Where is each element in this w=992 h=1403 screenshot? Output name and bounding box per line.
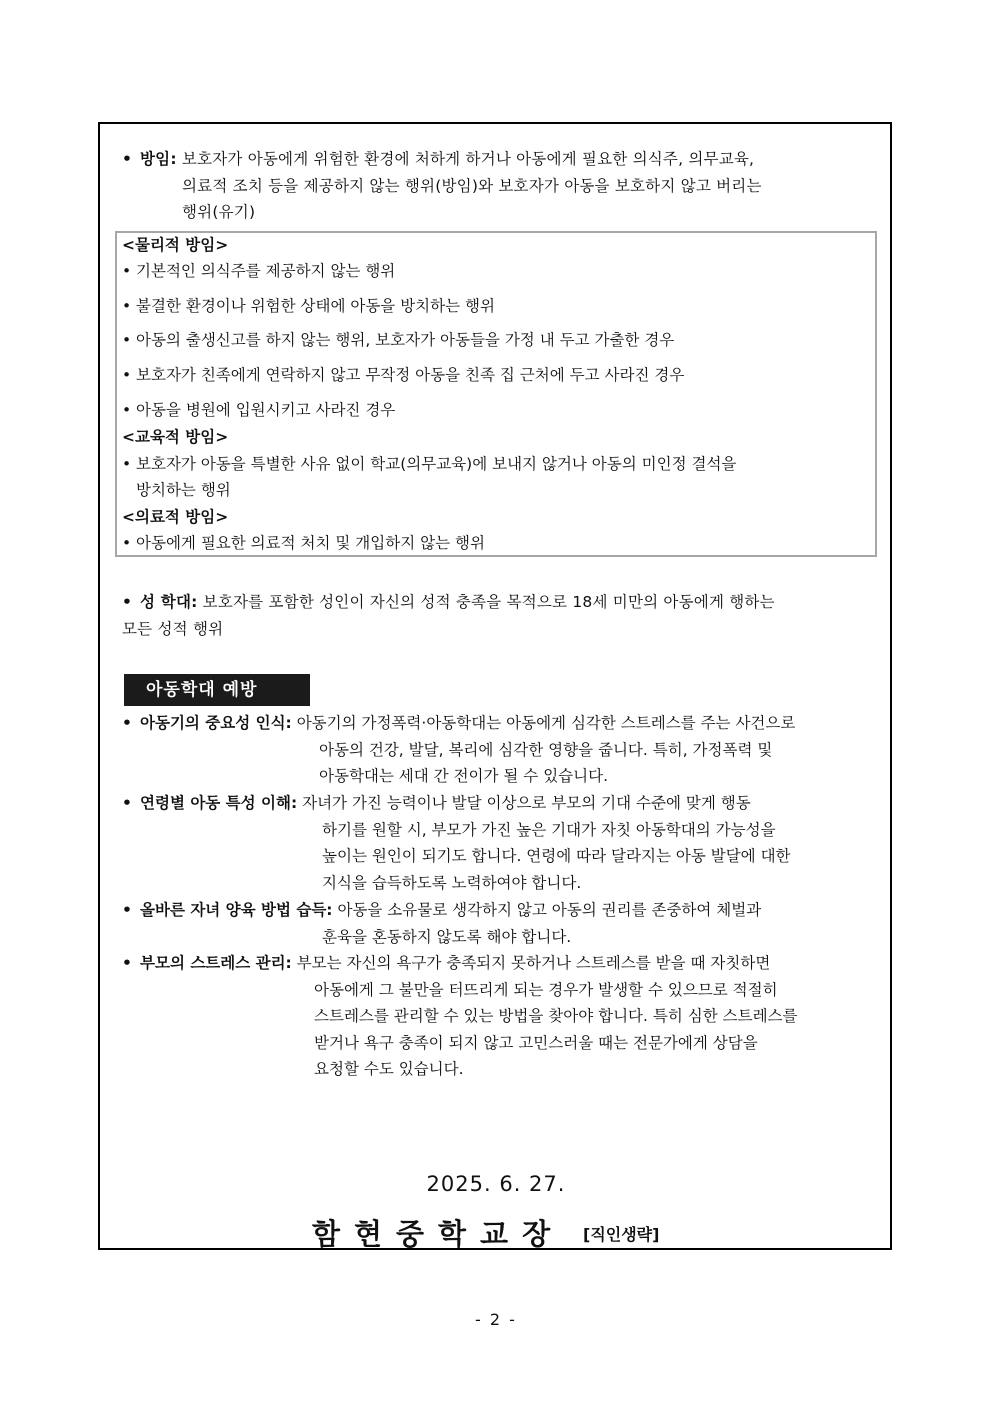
list-item: • 기본적인 의식주를 제공하지 않는 행위 bbox=[122, 262, 396, 280]
bullet: • bbox=[122, 150, 133, 168]
list-item: • 아동의 출생신고를 하지 않는 행위, 보호자가 아동들을 가정 내 두고 가출한 경우 bbox=[122, 331, 675, 349]
prevention-item: • 부모의 스트레스 관리: 부모는 자신의 욕구가 충족되지 못하거나 스트레스를 받을 때 자칫하면 아동에게 그 불만을 터뜨리게 되는 경우가 발생할 수 있으므로 적절히 스트레스를 관리할 수 있는 방법을 찾아야 합니다. 특히 심한 스트레스를 받거나 욕구 충족이 되지 않고 고민스러울 때는 전문가에게 상담을 요청할 수도 있습니다. bbox=[122, 954, 798, 1078]
neglect-definition bbox=[122, 146, 864, 226]
section-title-prevention: 아동학대 예방 bbox=[124, 674, 310, 706]
sexual-abuse-definition: • 성 학대: 보호자를 포함한 성인이 자신의 성적 충족을 목적으로 18세 미만의 아동에게 행하는 모든 성적 행위 bbox=[122, 589, 864, 642]
page-number: - 2 - bbox=[475, 1310, 517, 1329]
list-item-continuation: 방치하는 행위 bbox=[136, 481, 231, 499]
prevention-item: • 아동기의 중요성 인식: 아동기의 가정폭력·아동학대는 아동에게 심각한 스트레스를 주는 사건으로 아동의 건강, 발달, 복리에 심각한 영향을 줍니다. 특히, 가정폭력 및 아동학대는 세대 간 전이가 될 수 있습니다. bbox=[122, 714, 796, 785]
document-date: 2025. 6. 27. bbox=[426, 1172, 566, 1196]
list-item: • 불결한 환경이나 위험한 상태에 아동을 방치하는 행위 bbox=[122, 297, 495, 315]
physical-neglect-heading: <물리적 방임> bbox=[122, 236, 229, 254]
neglect-line-1: 보호자가 아동에게 위험한 환경에 처하게 하거나 아동에게 필요한 의식주, 의무교육, bbox=[181, 150, 755, 168]
list-item: • 아동에게 필요한 의료적 처치 및 개입하지 않는 행위 bbox=[122, 534, 485, 552]
list-item: • 보호자가 친족에게 연락하지 않고 무작정 아동을 친족 집 근처에 두고 사라진 경우 bbox=[122, 366, 685, 384]
educational-neglect-heading: <교육적 방임> bbox=[122, 428, 229, 446]
prevention-item: • 연령별 아동 특성 이해: 자녀가 가진 능력이나 발달 이상으로 부모의 기대 수준에 맞게 행동 하기를 원할 시, 부모가 가진 높은 기대가 자칫 아동학대의 가능성을 높이는 원인이 되기도 합니다. 연령에 따라 달라지는 아동 발달에 대한 지식을 습득하도록 노력하여야 합니다. bbox=[122, 794, 791, 892]
list-item: • 아동을 병원에 입원시키고 사라진 경우 bbox=[122, 401, 396, 419]
medical-neglect-heading: <의료적 방임> bbox=[122, 508, 229, 526]
sexual-abuse-line-2: 모든 성적 행위 bbox=[122, 619, 224, 638]
list-item: • 보호자가 아동을 특별한 사유 없이 학교(의무교육)에 보내지 않거나 아동의 미인정 결석을 bbox=[122, 455, 737, 473]
seal-omitted-note: [직인생략] bbox=[583, 1225, 660, 1244]
neglect-term: 방임: bbox=[140, 150, 177, 168]
neglect-line-3: 행위(유기) bbox=[182, 203, 256, 221]
signer-name: 함현중학교장 bbox=[312, 1217, 565, 1251]
neglect-line-2: 의료적 조치 등을 제공하지 않는 행위(방임)와 보호자가 아동을 보호하지 않고 버리는 bbox=[182, 176, 762, 195]
sexual-abuse-line-1: 보호자를 포함한 성인이 자신의 성적 충족을 목적으로 18세 미만의 아동에게 행하는 bbox=[202, 593, 775, 611]
sexual-abuse-term: 성 학대: bbox=[140, 593, 198, 611]
prevention-item: • 올바른 자녀 양육 방법 습득: 아동을 소유물로 생각하지 않고 아동의 권리를 존중하여 체벌과 훈육을 혼동하지 않도록 해야 합니다. bbox=[122, 901, 762, 946]
